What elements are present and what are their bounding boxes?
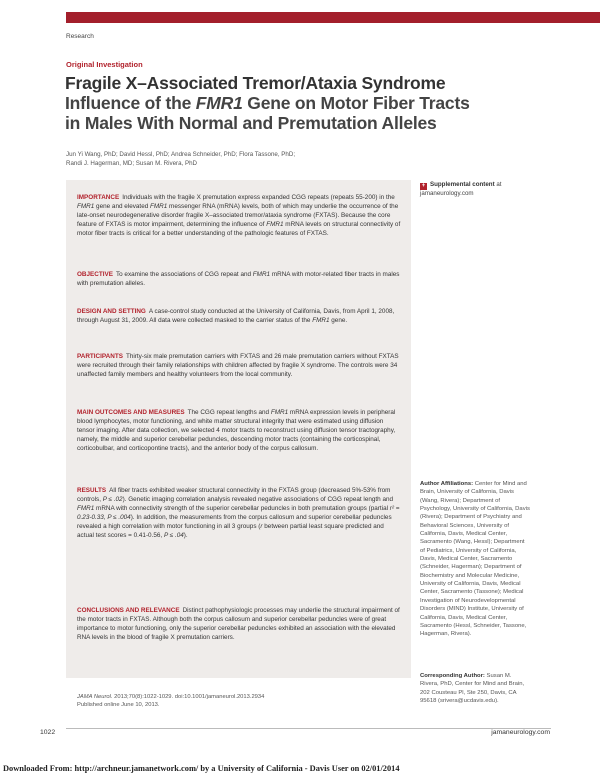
abstract-heading: OBJECTIVE	[77, 271, 113, 278]
download-notice: Downloaded From: http://archneur.jamanetwork.com/ by a University of California - Davis User on 02/01/2014	[3, 764, 400, 773]
abstract-heading: CONCLUSIONS AND RELEVANCE	[77, 607, 180, 614]
page-number: 1022	[40, 729, 56, 736]
gene-name: FMR1	[195, 93, 243, 113]
title-line-1: Fragile X–Associated Tremor/Ataxia Syndrome	[65, 73, 446, 93]
supplemental-content-link[interactable]: + Supplemental content at jamaneurology.com	[420, 181, 502, 197]
abstract-heading: MAIN OUTCOMES AND MEASURES	[77, 409, 185, 416]
abstract-heading: RESULTS	[77, 487, 107, 494]
journal-website[interactable]: jamaneurology.com	[491, 729, 550, 736]
abstract-heading: IMPORTANCE	[77, 194, 120, 201]
plus-icon: +	[421, 183, 426, 189]
citation: JAMA Neurol. 2013;70(8):1022-1029. doi:10.1001/jamaneurol.2013.2934 Published online June 10, 2013.	[77, 694, 265, 708]
abstract-heading: DESIGN AND SETTING	[77, 308, 146, 315]
article-title	[65, 73, 535, 133]
abstract-conclusions: CONCLUSIONS AND RELEVANCE Distinct pathophysiologic processes may underlie the structural impairment of the motor tracts in FXTAS. Although both the corpus callosum and superior cerebellar peduncles were of great importance to motor functioning, only the superior cerebellar peduncles exhibited an association with the elevated RNA levels in the blood of fragile X premutation carriers.	[77, 607, 400, 642]
title-line-3: in Males With Normal and Premutation Alleles	[65, 113, 437, 133]
section-label: Research	[66, 33, 94, 40]
author-affiliations: Author Affiliations: Center for Mind and Brain, University of California, Davis (Wang, Rivera); Department of Psychology, University of California, Davis (Rivera); Department of Psychiatry and Behavioral Sciences, University of California, Davis, Medical Center, Sacramento (Wang, Hessl); Department of Pediatrics, University of California, Davis, Medical Center, Sacramento (Schneider, Hagerman); Department of Biochemistry and Molecular Medicine, University of California, Davis, Medical Center, Sacramento (Tassone); Medical Investigation of Neurodevelopmental Disorders (MIND) Institute, University of California, Davis, Medical Center, Sacramento (Hessl, Schneider, Tassone, Hagerman, Rivera).	[420, 481, 530, 638]
journal-header-bar	[66, 12, 600, 23]
abstract-importance: IMPORTANCE Individuals with the fragile X premutation express expanded CGG repeats (repeats 55-200) in the FMR1 gene and elevated FMR1 messenger RNA (mRNA) levels, both of which may underlie the occurrence of the late-onset neurodegenerative disorder fragile X–associated tremor/ataxia syndrome (FXTAS). Because the core feature of FXTAS is motor impairment, determining the influence of FMR1 mRNA levels on structural connectivity of motor fiber tracts is critical for a better understanding of the pathologic features of FXTAS.	[77, 194, 401, 238]
abstract-outcomes: MAIN OUTCOMES AND MEASURES The CGG repeat lengths and FMR1 mRNA expression levels in peripheral blood lymphocytes, motor functioning, and white matter structural integrity that were estimated using diffusion tensor imaging. After data collection, we selected 4 motor tracts to reconstruct using diffusion tensor tractography, namely, the middle and superior cerebellar peduncles, descending motor tracts (containing the corticospinal, corticobulbar, and corticopontine tracts), and the anterior body of the corpus callosum.	[77, 409, 396, 453]
abstract-results: RESULTS All fiber tracts exhibited weaker structural connectivity in the FXTAS group (decreased 5%-53% from controls, P ≤ .02). Genetic imaging correlation analysis revealed negative associations of CGG repeat length and FMR1 mRNA with connectivity strength of the superior cerebellar peduncles in both premutation groups (partial r² = 0.23-0.33, P ≤ .004). In addition, the measurements from the corpus callosum and superior cerebellar peduncles revealed a high correlation with motor functioning in all 3 groups (r between partial least square predicted and actual test scores = 0.41-0.56, P ≤ .04).	[77, 487, 400, 540]
corresponding-author: Corresponding Author: Susan M. Rivera, PhD, Center for Mind and Brain, 202 Cousteau Pl, Ste 250, Davis, CA 95618 (srivera@ucdavis.edu).	[420, 673, 525, 705]
title-line-2: Influence of the FMR1 Gene on Motor Fiber Tracts	[65, 93, 470, 113]
abstract-heading: PARTICIPANTS	[77, 353, 123, 360]
author-list: Jun Yi Wang, PhD; David Hessl, PhD; Andrea Schneider, PhD; Flora Tassone, PhD; Randi J. Hagerman, MD; Susan M. Rivera, PhD	[66, 151, 296, 167]
footer-divider	[66, 728, 551, 729]
article-category: Original Investigation	[66, 60, 143, 69]
abstract-design: DESIGN AND SETTING A case-control study conducted at the University of California, Davis, from April 1, 2008, through August 31, 2009. All data were collected masked to the carrier status of the FMR1 gene.	[77, 308, 395, 325]
abstract-participants: PARTICIPANTS Thirty-six male premutation carriers with FXTAS and 26 male premutation carriers without FXTAS were recruited through their family relationships with children affected by fragile X syndrome. The controls were 34 unaffected family members and healthy volunteers from the local community.	[77, 353, 399, 379]
abstract-objective: OBJECTIVE To examine the associations of CGG repeat and FMR1 mRNA with motor-related fiber tracts in males with premutation alleles.	[77, 271, 400, 288]
